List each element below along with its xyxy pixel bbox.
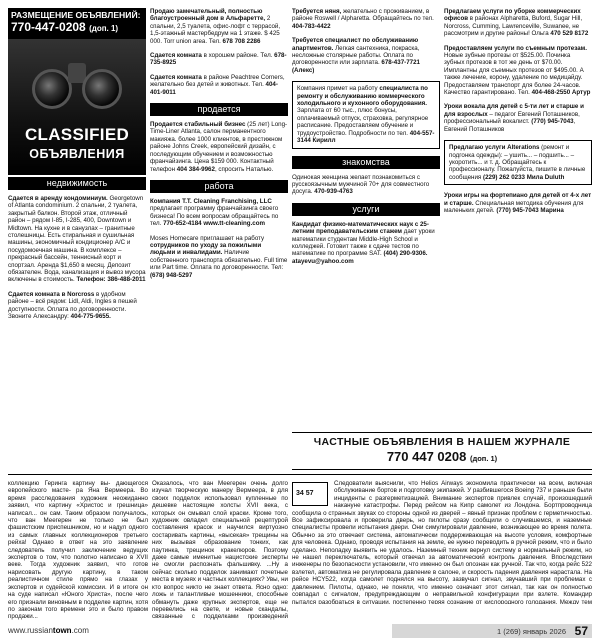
binoculars-icon — [28, 57, 126, 111]
ad-tail: , Евгений Поташников — [444, 118, 576, 133]
ad-text: Компания примет на работу — [297, 85, 378, 93]
site-url-bold: town — [52, 626, 72, 635]
divider — [8, 474, 592, 475]
ad-phone: 404-468-2550 Артур — [531, 89, 591, 97]
list-item — [8, 291, 146, 321]
page-number: 57 — [574, 624, 588, 638]
ad-text: Наличие собственного транспорта обязательно. Full time или Part time. Оплата по договоренности. Тел: — [150, 249, 288, 272]
ad-text: Moses Homecare приглашает на работу — [150, 234, 265, 242]
article-text: Следователи выяснили, что Helios Airways экономила практически на всем, включая обслуживание бортов и подготовку экипажей. У разбившегося Boeing 737 и раньше были инциденты с разгерметизацией. Внимание экспертов привлек случай, произошедший накануне катастрофы. Перед рейсом на Кипр самолет из Лондона. Бортпроводница сообщила о странных звуках со стороны одной из дверей – явный признак проблем с герметичностью. Все зафиксировала и проверила дверь, но пилоты сразу сообщили о случившемся, и наземные специалисты провели испытания двери. Они симулировали давление, возникающее во время полета. Обычно за это отвечает система, автоматически поддерживающая на высоте условия, комфортные для человека. Однако, проводя испытания на земле, ее нужно переводить в ручной режим, что и было сделано. Неполадку выявить не удалось. Наземный техник вернул систему в нормальный режим, но не нашел переключатель, который отвечал за автоматический контроль давления. Впоследствии инженеры по безопасности установили, что именно он был опознан как ручной. Так что, когда рейс 522 взлетел, автоматика не регулировала давление в салоне, и скорость падения давления нарастала. На рейсе HCY522, когда самолет поднялся на высоту, зазвучал сигнал, звучавший при проблемах с давлением. Пилоты, однако, не поняли, что именно означает этот сигнал, так как он полностью совпадал с сигналом, предупреждающим о неправильной конфигурации при взлете. Командир пытался разобраться в ситуации, постепенно теряя сознание от кислородного голодания. Между тем — [292, 480, 592, 604]
column-4 — [444, 8, 592, 426]
ad-heading: Уроки вокала для детей с 5-ти лет и старше и для взрослых — [444, 103, 584, 118]
ad-text: желательно с проживанием, в районе Roswell / Alpharetta. Обращайтесь по тел. — [292, 8, 434, 23]
issue-bar — [392, 624, 592, 638]
ad-phone: Телефон: 386-488-2011 — [76, 276, 146, 284]
column-3 — [292, 8, 440, 426]
ad-phone: 404-557-3144 Кирилл — [297, 129, 435, 145]
binoculars-photo — [8, 39, 146, 175]
page-footer — [8, 624, 592, 638]
section-acquaint: знакомства — [292, 156, 440, 169]
ad-heading: Сдается комната в Norcross — [8, 290, 95, 298]
ad-text: предлагает программу франчайзинга своего бизнеса! По всем вопросам обращайтесь по тел. — [150, 205, 279, 228]
ad-phone: 470 529 8172 — [550, 30, 589, 38]
ad-heading: специалиста по ремонту и обслуживанию коммерческого холодильного и кухонного оборудования. — [297, 85, 428, 108]
boxed-ad — [292, 81, 440, 148]
ad-phone: 404-783-4422 — [292, 22, 331, 30]
ad-text: Специальная методика обучения для маленьких детей. — [444, 199, 584, 214]
ad-heading: Уроки игры на фортепиано для детей от 4-х лет и старше. — [444, 192, 592, 207]
ad-heading: Компания T.T. Cleaning Franchising, LLC — [150, 197, 272, 205]
list-item — [292, 221, 440, 265]
ad-phone: 678-735-8925 — [150, 52, 287, 67]
list-item — [444, 45, 592, 97]
ad-heading: Требуется няня, — [292, 8, 342, 15]
ad-phone: 404 384-9962 — [176, 165, 215, 173]
site-url-pre: www.russian — [8, 626, 53, 635]
list-item — [150, 52, 288, 67]
column-1 — [8, 8, 146, 328]
placement-title: РАЗМЕЩЕНИЕ ОБЪЯВЛЕНИЙ: — [11, 10, 141, 20]
classifieds-banner — [292, 432, 592, 470]
site-url-post: .com — [71, 626, 89, 635]
ad-text: Georgetown of Atlanta condominium. 2 спальни, 2 туалета, закрытый балкон. Второй этаж, отличный район – рядом I-85, I-285, 400, Downtown и Midtown. На кухне и в санузлах – гранитные столешницы. Есть стиральная и сушильная машины, экономичный кондиционер A/C и посудомоечная машина. В комплексе – прекрасный бассейн, теннисный корт и спортзал. Аренда $1,650 в месяц. Депозит обязателен. Вода, канализация и вывоз мусора включены в стоимость. — [8, 195, 146, 284]
list-item — [150, 8, 288, 45]
ad-phone: 404-401-9011 — [150, 81, 278, 96]
placement-phone — [11, 20, 143, 36]
list-item — [150, 121, 288, 173]
article-column-2: Оказалось, что ван Меегерен очень долго изучал творческую манеру Вермеера, в для своих подделок использовал купленные по дешевке настоящие холсты XVII века, с которых он смывал слой краски. Кроме того, художник овладел специальной рецептурой составления красок и научился виртуозно состаривать картины, «высекая» трещины на них вызывая образование тонких, как паутинка, трещинок кракелюров. Поэтому даже самые именитые нацистские эксперты не смогли распознать фальшивку. ...Ну а сейчас сколько подделок занимают почетные места в музеях и частных коллекциях? Увы, ни кто вопрос никто не знает ответа. Ясно одно: ложь и талантливые мошенники, способные обмануть даже крупных экспертов, еще не перевелись на свете, и новые скандалы, связанные с подделками произведений — [152, 480, 288, 620]
placement-header — [8, 8, 146, 39]
article-column-1: коллекцию Геринга картину вы- дающегося европейского масте- ра Яна Вермеера. Во время расследования художник неожиданно заявил, что картину «Христос и грешница» написал... он сам. Таким образом получалось, что ван Меегерен не только не был фашистским приспешником, но и надул одного из самых главных коллекционеров третьего рейха! Однако в ответ на это заявление следователь получил заключение ведущих экспертов о том, что полотно написано в XVII веке. Тогда художник заявил, что готов нарисовать другую картину, в таком реалистичном стиле прямо на глазах у экспертов и судейской комиссии. И в итоге он на суде написал «Юного Христа», после чего его признали виновным в подделке картин, хотя по законам того времени это и было правом продажи... — [8, 480, 148, 620]
list-item — [8, 195, 146, 284]
ad-text: в районе Peachtree Corners, желательно без детей и животных. Тел. — [150, 73, 285, 89]
ad-text: Легкая сантехника, покраска, несложные столярные работы. Оплата по договоренности или зарплата. — [292, 44, 420, 67]
ad-phone: (770) 945-7043 Марина — [496, 206, 564, 214]
classified-subtitle: ОБЪЯВЛЕНИЯ — [29, 147, 125, 161]
ad-phone: (404) 290-9306. atayevu@yahoo.com — [292, 250, 428, 265]
section-work: работа — [150, 180, 288, 193]
header-phone-number: 770-447-0208 — [11, 20, 86, 34]
ad-phone: (229) 262 0233 Мила — [483, 173, 544, 181]
list-item — [444, 103, 592, 133]
ad-phone: 470-939-4763 — [314, 188, 353, 196]
ad-text: Одинокая женщина желает познакомиться с русскоязычным мужчиной 70+ для совместного досуга. — [292, 173, 430, 196]
ad-phone: (770) 945-7043 — [531, 118, 574, 126]
page-ref-text: 34 57 — [296, 490, 314, 497]
ad-text: дает уроки математики студентам Middle-High School и колледжей. Готовит также к сдаче тестов по математике по программе SAT. — [292, 228, 435, 258]
ad-text: в удобном районе – всё рядом: Lidl, Aldi, Ingles в пешей доступности. Оплата по договоренности. Звоните Александру: — [8, 290, 137, 321]
ad-phone: (678) 948-5297 — [150, 271, 193, 279]
banner-phone-number: 770 447 0208 — [386, 449, 467, 464]
ad-heading: Сдается комната — [150, 52, 202, 60]
banner-title: ЧАСТНЫЕ ОБЪЯВЛЕНИЯ В НАШЕМ ЖУРНАЛЕ — [313, 436, 571, 448]
ad-phone: 770-652-4184 — [163, 220, 202, 228]
header-phone-ext: (доп. 1) — [89, 24, 119, 33]
boxed-ad — [444, 140, 592, 185]
ad-heading: сотрудников по уходу за пожилыми людьми и инвалидами. — [150, 241, 262, 257]
list-item — [444, 8, 592, 38]
ad-website: www.tt-cleaning.com — [203, 220, 266, 228]
issue-label: 1 (269) январь 2026 — [497, 627, 566, 636]
site-url[interactable] — [8, 626, 89, 635]
list-item — [292, 174, 440, 196]
ad-heading: Предлагаем услуги по уборке коммерческих офисов — [444, 8, 581, 23]
ad-heading: Продается стабильный бизнес — [150, 121, 246, 129]
list-item — [292, 8, 440, 30]
section-sale: продается — [150, 103, 288, 116]
list-item — [150, 235, 288, 279]
ad-text: – педагог Евгений Поташников, профессиональный вокалист. — [444, 110, 580, 126]
ad-heading: Кандидат физико-математических наук с 25-летним преподавательским стажем — [292, 220, 429, 236]
ad-heading: Предлагаю услуги Alterations — [449, 144, 540, 152]
ad-heading: Предоставляем услуги по съемным протезам. — [444, 44, 587, 52]
ad-text: Зарплата от 60 тыс., плюс бонусы, оплачиваемый отпуск, страховка, регулярное расписание. Предоставляем обучение и трудоустройство. Подробности по тел. — [297, 107, 429, 137]
ad-text: 2 спальни, 2,5 туалета, офис-лофт с террасой, 1,5-этажный мастербедрум на 1 этаже. $ 425 000. Torr union area. Тел. — [150, 15, 281, 45]
page-ref-logo — [292, 482, 328, 506]
list-item — [444, 192, 592, 214]
ad-tail: , спросить Наталью. — [214, 165, 274, 173]
banner-phone — [292, 448, 592, 467]
list-item — [150, 198, 288, 228]
article-column-3 — [292, 480, 592, 604]
ad-text: в хорошем районе. Тел. — [203, 52, 273, 60]
ad-phone: 678-437-7721 (Алекс) — [292, 59, 420, 74]
section-services: услуги — [292, 203, 440, 216]
section-realty: недвижимость — [8, 177, 146, 190]
ad-text: (25 лет) Long-Time-Liner Atlanta, салон перманентного макияжа. более 1000 клиентов, в престижном районе Johns Creek, европейский дизайн, с последующим обучением и возможностью франчайзинга. Цена $159 000. Контактный телефон — [150, 121, 288, 173]
classified-title: CLASSIFIED — [24, 125, 130, 144]
ad-phone: 404-775-9655. — [70, 313, 111, 321]
ad-heading: Сдается в аренду кондоминиум. — [8, 195, 108, 202]
ad-tail: Duluth — [544, 173, 565, 181]
list-item — [150, 74, 288, 96]
ad-heading: Требуется специалист по обслуживанию апартментов. — [292, 37, 419, 52]
banner-phone-ext: (доп. 1) — [469, 454, 498, 463]
ad-text: в районах Alpharetta, Buford, Sugar Hill, Norcross, Cumming, Lawrenceville, Suwanee, не рассмотрим и другие районы! Ольга — [444, 15, 583, 38]
ad-heading: Сдается комната — [150, 73, 202, 81]
ad-heading: Продаю замечательный, полностью благоустроенный дом в Альфаретте, — [150, 8, 266, 23]
column-2 — [150, 8, 288, 286]
ad-phone: 678 708 2286 — [222, 37, 261, 45]
ad-text: (ремонт и подгонка одежды): – ушить... – подшить... – укоротить... и т. д. Обращайтесь к профессионалу. Пожалуйста, пишите в личные сообщения — [449, 144, 586, 181]
list-item — [292, 37, 440, 74]
ad-text: Новые зубные протезы от $525.00. Починка зубных протезов в тот же день от $70.00. Имплантны для съемных протезов от $495.00. А также лечение, корону, удаление по медицайду. Предоставляем транспорт для более 24-часов. Качество гарантировано. Тел. — [444, 52, 584, 97]
